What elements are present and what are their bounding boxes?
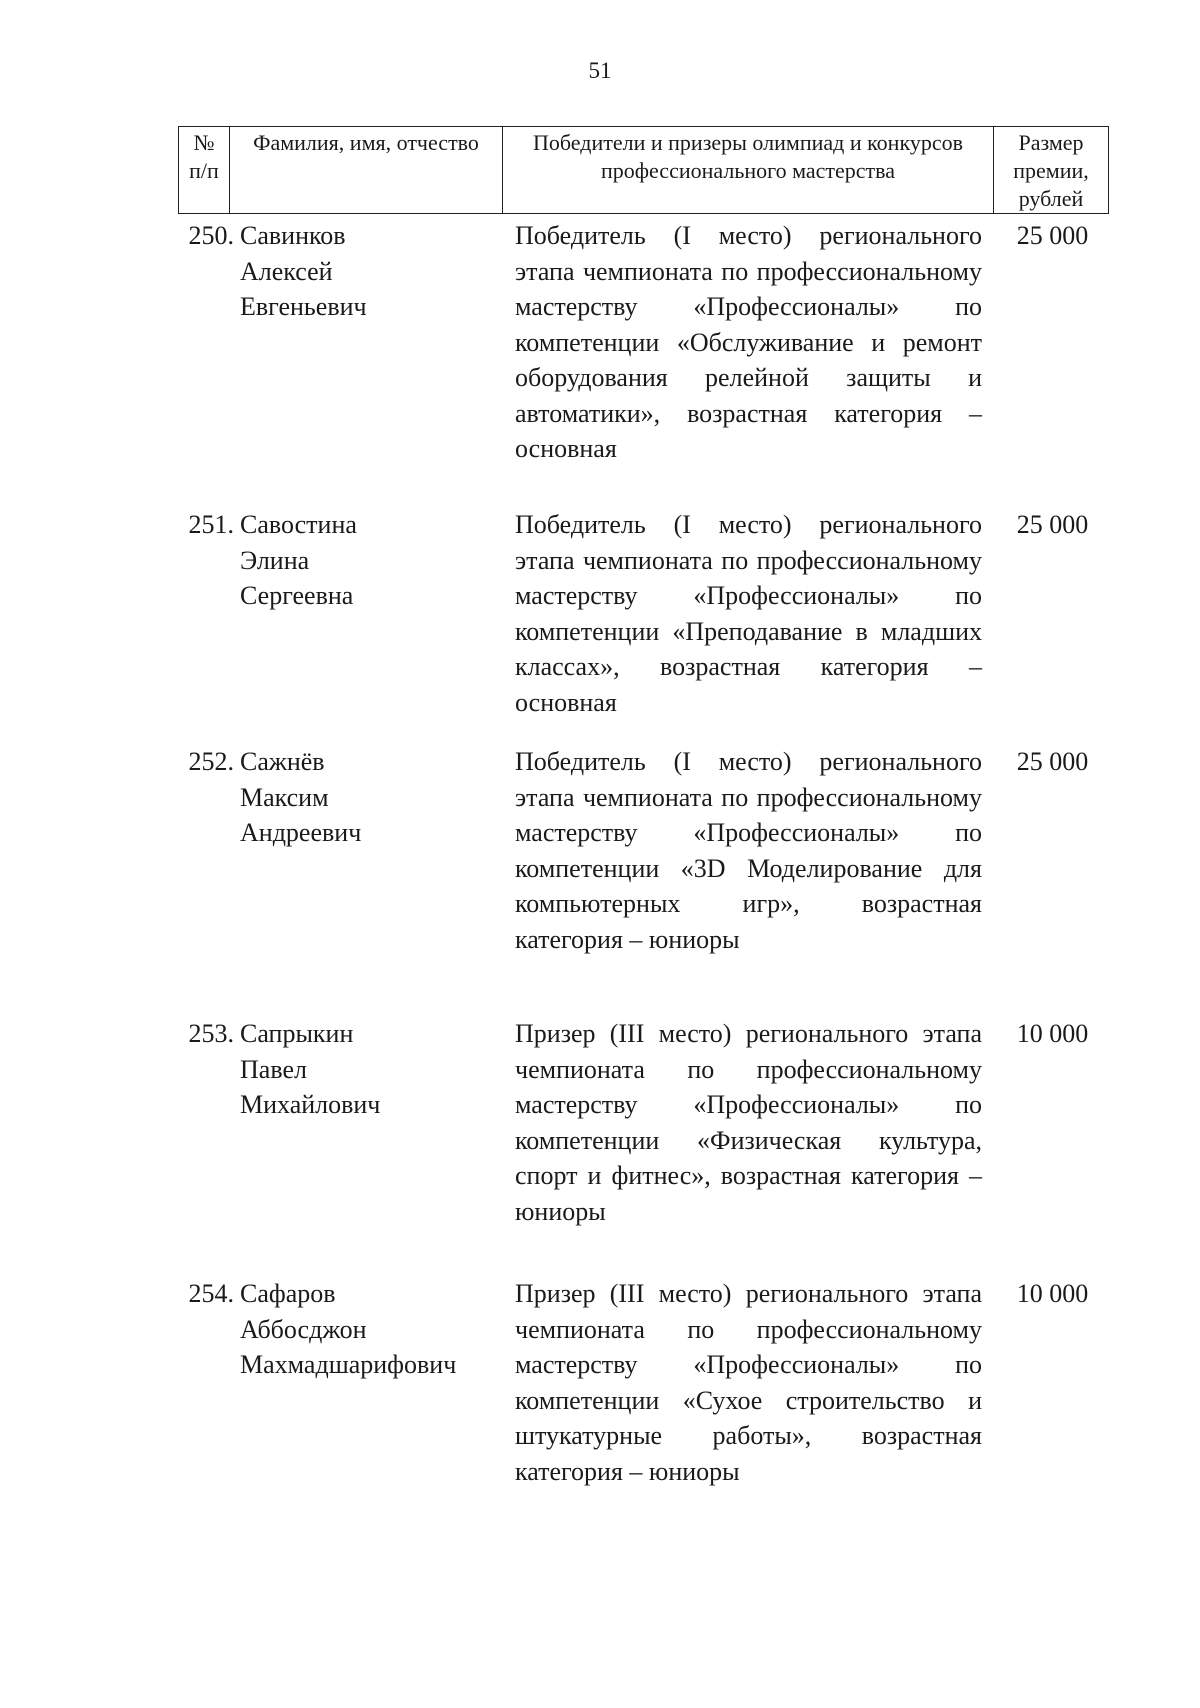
row-number: 254.: [188, 1279, 234, 1308]
person-name: [240, 1276, 490, 1383]
award-description: Победитель (I место) регионального этапа чемпионата по профессиональному мастерству «Профессионалы» по компетенции «Преподавание в младших классах», возрастная категория – основная: [515, 510, 982, 717]
row-number: 253.: [188, 1019, 234, 1048]
header-description: Победители и призеры олимпиад и конкурсов профессионального мастерства: [503, 127, 994, 214]
surname: Савинков: [240, 221, 346, 250]
first-name: Аббосджон: [240, 1314, 367, 1344]
patronymic: Сергеевна: [240, 581, 354, 610]
surname: Сажнёв: [240, 747, 325, 776]
header-num: № п/п: [179, 127, 230, 214]
person-name: [240, 218, 490, 325]
person-name: [240, 507, 490, 614]
prize-amount: 10 000: [1016, 1019, 1089, 1048]
row-number: 252.: [188, 747, 234, 776]
row-number: 250.: [188, 221, 234, 250]
award-description: Призер (III место) регионального этапа чемпионата по профессиональному мастерству «Профессионалы» по компетенции «Сухое строительство и штукатурные работы», возрастная категория – юниоры: [515, 1279, 982, 1486]
page-number: 51: [588, 58, 612, 83]
surname: Савостина: [240, 510, 357, 539]
award-description: Призер (III место) регионального этапа чемпионата по профессиональному мастерству «Профессионалы» по компетенции «Физическая культура, спорт и фитнес», возрастная категория – юниоры: [515, 1019, 982, 1226]
first-name: Элина: [240, 545, 310, 575]
first-name: Павел: [240, 1054, 307, 1084]
patronymic: Андреевич: [240, 818, 362, 847]
patronymic: Михайлович: [240, 1090, 381, 1119]
surname: Сапрыкин: [240, 1019, 354, 1048]
first-name: Алексей: [240, 256, 333, 286]
award-description: Победитель (I место) регионального этапа чемпионата по профессиональному мастерству «Профессионалы» по компетенции «3D Моделирование для компьютерных игр», возрастная категория – юниоры: [515, 747, 982, 954]
surname: Сафаров: [240, 1279, 336, 1308]
person-name: [240, 1016, 490, 1123]
table-header: [178, 126, 1109, 214]
first-name: Максим: [240, 782, 329, 812]
header-name: Фамилия, имя, отчество: [230, 127, 503, 214]
header-prize: Размер премии, рублей: [994, 127, 1109, 214]
person-name: [240, 744, 490, 851]
prize-amount: 25 000: [1016, 747, 1089, 776]
patronymic: Махмадшарифович: [240, 1350, 457, 1379]
prize-amount: 25 000: [1016, 510, 1089, 539]
row-number: 251.: [188, 510, 234, 539]
patronymic: Евгеньевич: [240, 292, 367, 321]
prize-amount: 10 000: [1016, 1279, 1089, 1308]
award-description: Победитель (I место) регионального этапа чемпионата по профессиональному мастерству «Профессионалы» по компетенции «Обслуживание и ремонт оборудования релейной защиты и автоматики», возрастная категория – основная: [515, 221, 982, 463]
prize-amount: 25 000: [1016, 221, 1089, 250]
